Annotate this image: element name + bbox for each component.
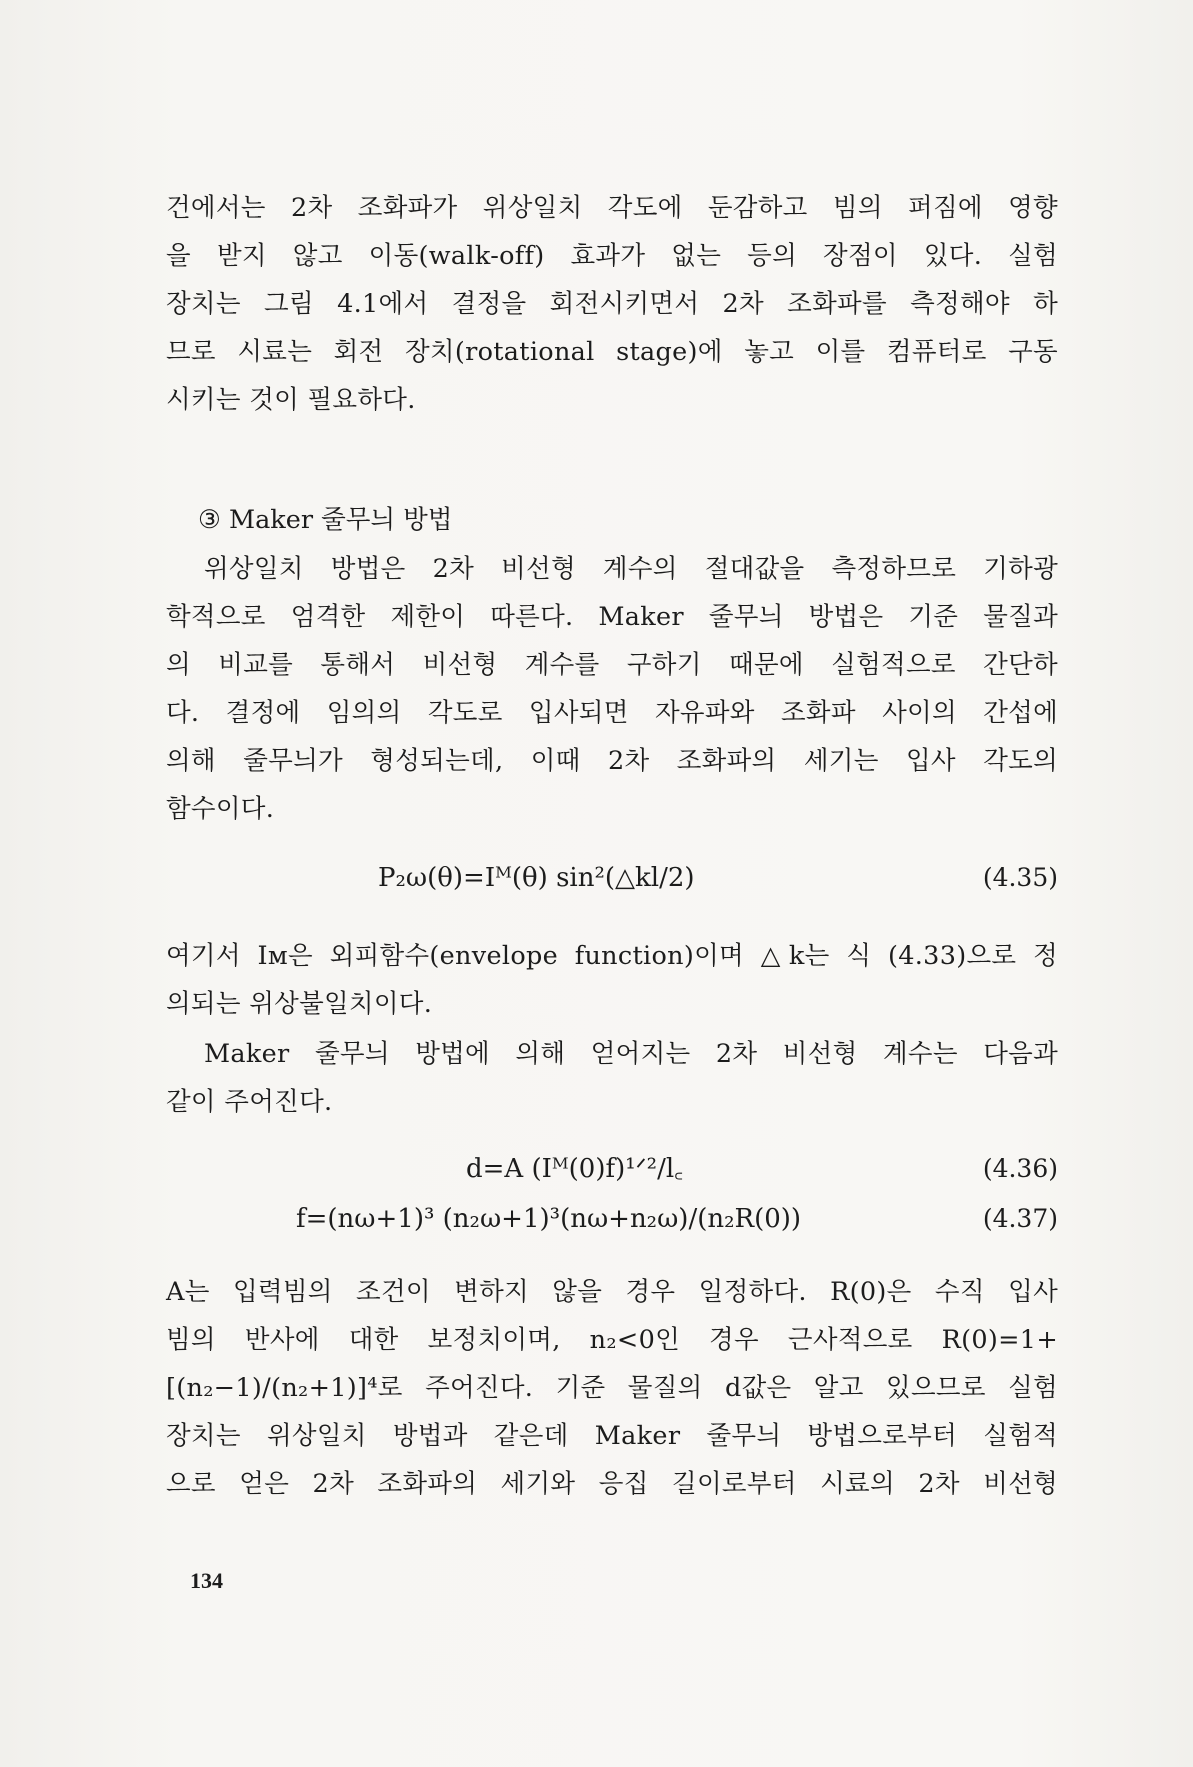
text-line: 함수이다. bbox=[166, 794, 275, 824]
text-line: 학적으로 엄격한 제한이 따른다. Maker 줄무늬 방법은 기준 물질과 bbox=[166, 602, 1058, 632]
equation-4-37: f=(nω+1)³ (n₂ω+1)³(nω+n₂ω)/(n₂R(0)) bbox=[296, 1204, 802, 1234]
page-number: 134 bbox=[190, 1568, 223, 1593]
equation-4-35: P₂ω(θ)=Iᴹ(θ) sin²(△kl/2) bbox=[378, 863, 695, 893]
text-line: 위상일치 방법은 2차 비선형 계수의 절대값을 측정하므로 기하광 bbox=[204, 554, 1058, 584]
text-line: 같이 주어진다. bbox=[166, 1087, 333, 1117]
text-line: 으로 얻은 2차 조화파의 세기와 응집 길이로부터 시료의 2차 비선형 bbox=[166, 1469, 1058, 1499]
text-line: 건에서는 2차 조화파가 위상일치 각도에 둔감하고 빔의 퍼짐에 영향 bbox=[166, 193, 1058, 223]
section-heading: ③ Maker 줄무늬 방법 bbox=[198, 505, 453, 535]
equation-4-36: d=A (Iᴹ(0)f)¹ᐟ²/l꜀ bbox=[466, 1154, 684, 1184]
text-line: [(n₂−1)/(n₂+1)]⁴로 주어진다. 기준 물질의 d값은 알고 있으므로 실험 bbox=[166, 1373, 1058, 1403]
text-line: 시키는 것이 필요하다. bbox=[166, 385, 416, 415]
paragraph-1 bbox=[166, 184, 1058, 424]
text-line: 다. 결정에 임의의 각도로 입사되면 자유파와 조화파 사이의 간섭에 bbox=[166, 698, 1058, 728]
paragraph-3 bbox=[166, 932, 1058, 1028]
paragraph-5 bbox=[166, 1268, 1058, 1508]
text-line: 의되는 위상불일치이다. bbox=[166, 989, 433, 1019]
text-line: 여기서 Iᴍ은 외피함수(envelope function)이며 △k는 식 (4.33)으로 정 bbox=[166, 941, 1058, 971]
text-line: 의 비교를 통해서 비선형 계수를 구하기 때문에 실험적으로 간단하 bbox=[166, 650, 1058, 680]
paragraph-4 bbox=[166, 1030, 1058, 1126]
text-line: 을 받지 않고 이동(walk-off) 효과가 없는 등의 장점이 있다. 실험 bbox=[166, 241, 1058, 271]
equation-number-4-35: (4.35) bbox=[982, 863, 1058, 892]
equation-number-4-36: (4.36) bbox=[982, 1154, 1058, 1183]
text-line: 장치는 위상일치 방법과 같은데 Maker 줄무늬 방법으로부터 실험적 bbox=[166, 1421, 1058, 1451]
equation-number-4-37: (4.37) bbox=[982, 1204, 1058, 1233]
text-line: 므로 시료는 회전 장치(rotational stage)에 놓고 이를 컴퓨터로 구동 bbox=[166, 337, 1058, 367]
text-line: 장치는 그림 4.1에서 결정을 회전시키면서 2차 조화파를 측정해야 하 bbox=[166, 289, 1058, 319]
text-line: A는 입력빔의 조건이 변하지 않을 경우 일정하다. R(0)은 수직 입사 bbox=[166, 1277, 1058, 1307]
text-line: Maker 줄무늬 방법에 의해 얻어지는 2차 비선형 계수는 다음과 bbox=[204, 1039, 1058, 1069]
text-line: 의해 줄무늬가 형성되는데, 이때 2차 조화파의 세기는 입사 각도의 bbox=[166, 746, 1058, 776]
text-line: 빔의 반사에 대한 보정치이며, n₂<0인 경우 근사적으로 R(0)=1+ bbox=[166, 1325, 1058, 1355]
paragraph-2 bbox=[166, 545, 1058, 833]
